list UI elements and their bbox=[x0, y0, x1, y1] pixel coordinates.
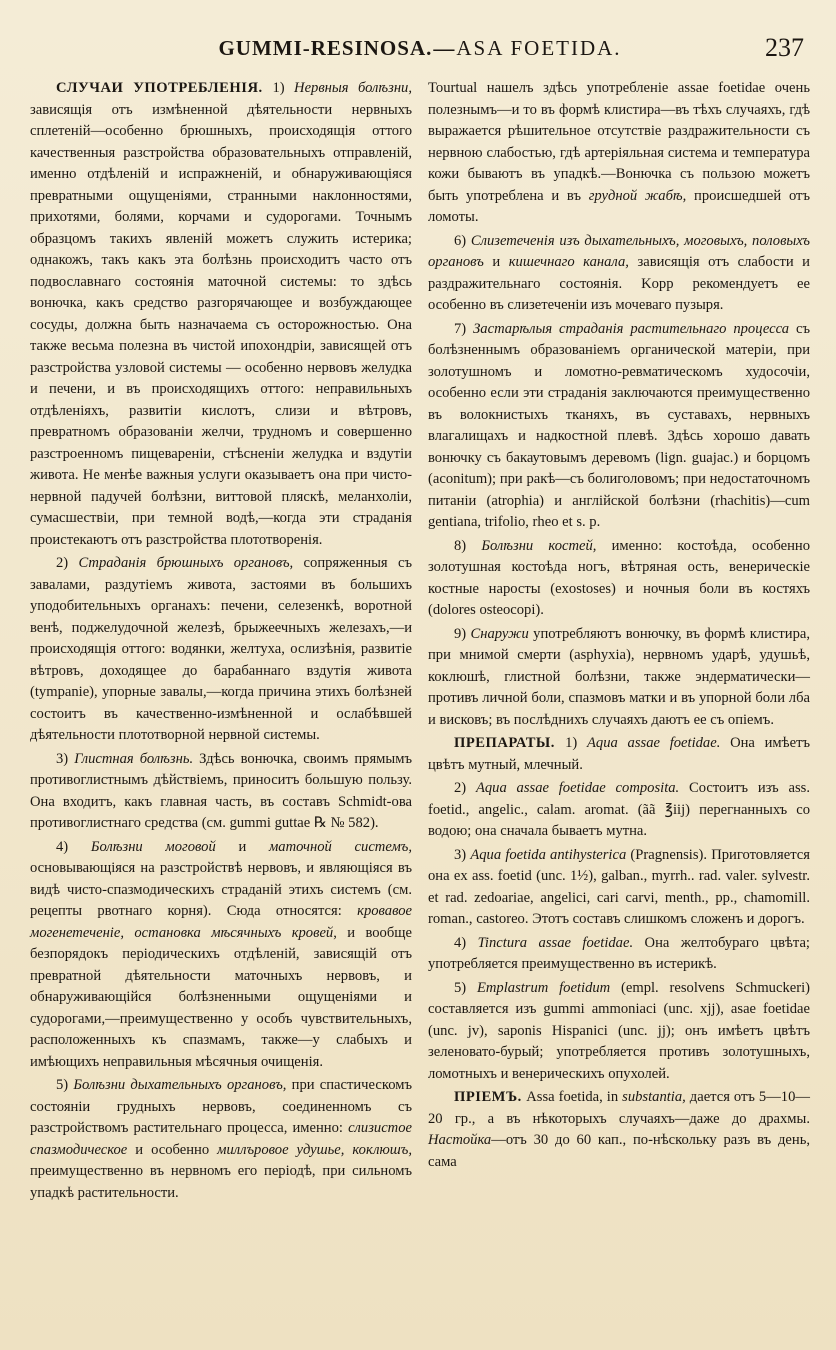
text-run: Она желтобураго цвѣта; употребляется преимущественно въ истерикѣ. bbox=[428, 934, 810, 972]
italic-term: Болѣзни моговой bbox=[90, 838, 216, 855]
paragraph bbox=[30, 749, 412, 835]
paragraph bbox=[428, 778, 810, 843]
paragraph bbox=[428, 733, 810, 776]
text-run: и особенно bbox=[127, 1141, 218, 1158]
italic-term: Слизетеченія изъ дыхательныхъ, моговыхъ, половыхъ органовъ bbox=[428, 232, 810, 270]
italic-term: Застарѣлыя страданія растительнаго процесса bbox=[473, 320, 790, 337]
paragraph bbox=[30, 837, 412, 1074]
text-run: при спастическомъ состояніи грудныхъ нервовъ, соединенномъ съ разстройствомъ растительнаго процесса, именно: bbox=[30, 1077, 412, 1136]
italic-term: Страданія брюшныхъ органовъ, bbox=[78, 555, 294, 571]
paragraph bbox=[428, 319, 810, 534]
text-run: 2) bbox=[454, 780, 476, 796]
text-run: 3) bbox=[56, 750, 75, 767]
paragraph bbox=[428, 231, 810, 317]
header-dash: — bbox=[433, 36, 456, 60]
italic-term: Aqua assae foetidae composita. bbox=[475, 780, 680, 796]
text-run: 1) bbox=[272, 80, 295, 96]
italic-term: Tinctura assae foetidae. bbox=[477, 934, 634, 951]
text-run: 3) bbox=[454, 846, 471, 863]
text-run: зависящія отъ измѣненной дѣятельности нервныхъ сплетеній—особенно брюшныхъ, происходящія оттого качественныя разстройства образовательныхъ отправленій, именно отдѣленій и испражненій, и обнаруживающіяся превратными ощущеніями, странными наклонностями, прихотями, болями, корчами и судорогами. Точнымъ образцомъ такихъ явленій можетъ служить истерика; однакожъ, такъ какъ эта болѣзнь происходитъ часто отъ подвославнаго состоянія маточной системы: то здѣсь вонючка, какъ средство разгорячающее и возбуждающее сосуды, должна быть назначаема съ осторожностью. Она также весьма полезна въ чистой ипохондріи, зависящей отъ разстройства узловой системы — особенно нервовъ желудка и печени, и въ происходящихъ оттого: неправильныхъ отдѣленіяхъ, развитіи кислотъ, слизи и вѣтровъ, превратномъ образованіи желчи, трудномъ и совершенно разстроенномъ пищевареніи, стѣсненіи желудка и вздутіи живота. Не менѣе важныя услуги оказываетъ она при чисто-нервной падучей болѣзни, виттовой пляскѣ, меланхоліи, сумасшествіи, при темной водѣ,—когда эти страданія проистекаютъ отъ разстройства плототворенія. bbox=[30, 101, 412, 548]
italic-term: Болѣзни костей, bbox=[481, 537, 597, 554]
text-run: (Pragnensis). Приготовляется она ex ass. foetid (unc. 1½), galban., myrrh.. rad. valer. sylvestr. et rad. zedoariae, angelici, cari carvi, menth., pp., chamomill. roman., castoreo. Этотъ составъ слишкомъ сложенъ и дорогъ. bbox=[428, 846, 810, 927]
text-run: Здѣсь вонючка, своимъ прямымъ противоглистнымъ дѣйствіемъ, приноситъ большую пользу. Она входитъ, какъ главная часть, въ составъ Schmidt-ова противоглистнаго средства (см. gummi guttae ℞ № 582). bbox=[30, 750, 413, 831]
paragraph bbox=[30, 78, 412, 551]
paragraph bbox=[428, 933, 810, 976]
text-run: сопряженныя съ завалами, раздутіемъ живота, застоями въ большихъ уподобительныхъ органахъ: печени, селезенкѣ, воротной венѣ, поджелудочной железѣ, брыжеечныхъ железахъ,—и происходящія оттого: водянки, желтуха, ослизѣнія, развитіе вѣтровъ, доходящее до барабаннаго вздутія живота (tympanie), упорные завалы,—когда причина этихъ болѣзней состоитъ въ качественно-измѣненной и ослабѣвшей дѣятельности плототворной нервной системы. bbox=[30, 555, 412, 743]
text-run: дается отъ 5—10—20 гр., а въ нѣкоторыхъ случаяхъ—даже до драхмы. bbox=[428, 1089, 810, 1127]
text-run: 6) bbox=[454, 232, 471, 249]
section-heading: СЛУЧАИ УПОТРЕБЛЕНІЯ. bbox=[56, 80, 273, 96]
text-run: именно: костоѣда, особенно золотушная костоѣда ногъ, вѣтряная ость, венерическіе костные наросты (exostoses) и ночныя боли въ костяхъ (dolores osteocopi). bbox=[428, 537, 811, 618]
text-run: 8) bbox=[454, 537, 482, 554]
text-run: 2) bbox=[56, 555, 79, 571]
text-run: 1) bbox=[565, 735, 588, 751]
text-run: происшедшей отъ ломоты. bbox=[428, 187, 810, 225]
italic-term: грудной жабѣ, bbox=[588, 187, 687, 204]
running-head-title bbox=[218, 28, 621, 68]
text-run: 9) bbox=[454, 625, 471, 642]
paragraph bbox=[428, 978, 810, 1086]
paragraph bbox=[428, 624, 810, 732]
paragraph bbox=[428, 536, 810, 622]
page-number: 237 bbox=[765, 33, 804, 62]
running-header bbox=[30, 28, 810, 70]
text-columns bbox=[30, 78, 810, 1204]
header-right-title: ASA FOETIDA. bbox=[456, 36, 622, 60]
right-column bbox=[428, 78, 810, 1204]
text-run: 4) bbox=[56, 838, 91, 855]
italic-term: Emplastrum foetidum bbox=[476, 979, 611, 996]
italic-term: Нервныя болѣзни, bbox=[294, 80, 413, 96]
text-run: 5) bbox=[56, 1077, 74, 1093]
paragraph bbox=[30, 1075, 412, 1204]
text-run: Состоитъ изъ ass. foetid., angelic., calam. aromat. (ãã ℥iij) перегнанныхъ со водою; она сначала бываетъ мутна. bbox=[428, 780, 811, 839]
text-run: Assa foetida, in bbox=[526, 1089, 623, 1105]
text-run: и bbox=[215, 838, 269, 855]
italic-term: Aqua foetida antihysterica bbox=[470, 846, 627, 863]
section-heading: ПРЕПАРАТЫ. bbox=[454, 735, 566, 751]
italic-term: Глистная болѣзнь. bbox=[74, 750, 194, 767]
text-run: преимущественно въ нервномъ его періодѣ, при сильномъ упадкѣ растительности. bbox=[30, 1163, 412, 1201]
text-run: зависящія отъ слабости и раздражительнаго состоянія. Kopp рекомендуетъ ее особенно въ слизетеченіи изъ мочеваго пузыря. bbox=[428, 254, 810, 313]
text-run: основывающіяся на разстройствѣ нервовъ, и являющіяся въ видѣ чисто-спазмодическихъ страданій этихъ системъ (см. рецепты рвотнаго корня). Сюда относятся: bbox=[30, 860, 412, 919]
text-run: , и вообще безпорядокъ періодическихъ отдѣленій, зависящій отъ превратной дѣятельности маточныхъ нервовъ, и обнаруживающійся болѣзненными ощущеніями и судорогами,—преимущественно у особъ чувствительныхъ, расположенныхъ къ спазмамъ, также—у слабыхъ и имѣющихъ неправильныя мѣсячныя очищенія. bbox=[30, 924, 412, 1070]
italic-term: кровавое могенетеченіе, остановка мѣсячныхъ кровей bbox=[30, 903, 412, 941]
paragraph bbox=[30, 553, 412, 747]
section-heading: ПРІЕМЪ. bbox=[454, 1089, 527, 1105]
text-run: Tourtual нашелъ здѣсь употребленіе assae foetidae очень полезнымъ—и то въ формѣ клистира—въ тѣхъ случаяхъ, гдѣ выражается рѣшительное отсутствіе раздражительности съ нервною слабостью, гдѣ артеріяльная система и температура кожи бываютъ въ упадкѣ.—Вонючка съ пользою можетъ быть употреблена и въ bbox=[428, 80, 810, 204]
italic-term: Aqua assae foetidae. bbox=[587, 735, 721, 751]
text-run: и bbox=[483, 254, 509, 270]
italic-term: миллъровое удушье, коклюшъ, bbox=[217, 1141, 412, 1158]
italic-term: Снаружи bbox=[470, 625, 529, 642]
text-run: Она имѣетъ цвѣтъ мутный, млечный. bbox=[428, 735, 810, 773]
italic-term: Настойка bbox=[428, 1132, 492, 1148]
italic-term: кишечнаго канала, bbox=[508, 254, 629, 270]
text-run: 5) bbox=[454, 979, 477, 996]
paragraph bbox=[428, 845, 810, 931]
text-run: съ болѣзненнымъ образованіемъ органической матеріи, при золотушномъ и ломотно-ревматическомъ худосочіи, особенно если эти страданія заключаются преимущественно въ волокнистыхъ тканяхъ, въ суставахъ, нервныхъ влагалищахъ и надкостной плевѣ. Здѣсь хорошо давать вонючку съ бакаутовымъ деревомъ (lign. guajac.) и борцомъ (aconitum); при ракѣ—съ болиголовомъ; при недостаточномъ питаніи (atrophia) и англійской болѣзни (rhachitis)—cum gentiana, trifolio, rheo et s. p. bbox=[428, 320, 810, 530]
header-left-title: GUMMI-RESINOSA. bbox=[218, 36, 433, 60]
text-run: 4) bbox=[454, 934, 478, 951]
text-run: (empl. resolvens Schmuckeri) составляется изъ gummi ammoniaci (unc. xjj), asae foetidae (unc. jv), saponis Hispanici (unc. jj); онъ имѣетъ цвѣтъ зеленовато-бурый; употребляется противъ золотушныхъ, ломотныхъ и венерическихъ опухолей. bbox=[428, 979, 810, 1082]
text-run: —отъ 30 до 60 кап., по-нѣскольку разъ въ день, сама bbox=[428, 1132, 810, 1170]
text-run: 7) bbox=[454, 320, 474, 337]
left-column bbox=[30, 78, 412, 1204]
text-run: употребляютъ вонючку, въ формѣ клистира, при мнимой смерти (asphyxia), нервномъ ударѣ, удушьѣ, коклюшѣ, глистной болѣзни, также эндерматически—противъ личной боли, спазмовъ матки и въ упорной боли лба и висковъ; въ послѣднихъ случаяхъ даютъ ее съ опіемъ. bbox=[428, 625, 810, 728]
paragraph bbox=[428, 78, 810, 229]
italic-term: слизистое спазмодическое bbox=[30, 1120, 412, 1158]
italic-term: Болѣзни дыхательныхъ органовъ, bbox=[73, 1077, 287, 1093]
italic-term: маточной системъ, bbox=[268, 838, 412, 855]
italic-term: substantia, bbox=[622, 1089, 686, 1105]
paragraph bbox=[428, 1087, 810, 1173]
